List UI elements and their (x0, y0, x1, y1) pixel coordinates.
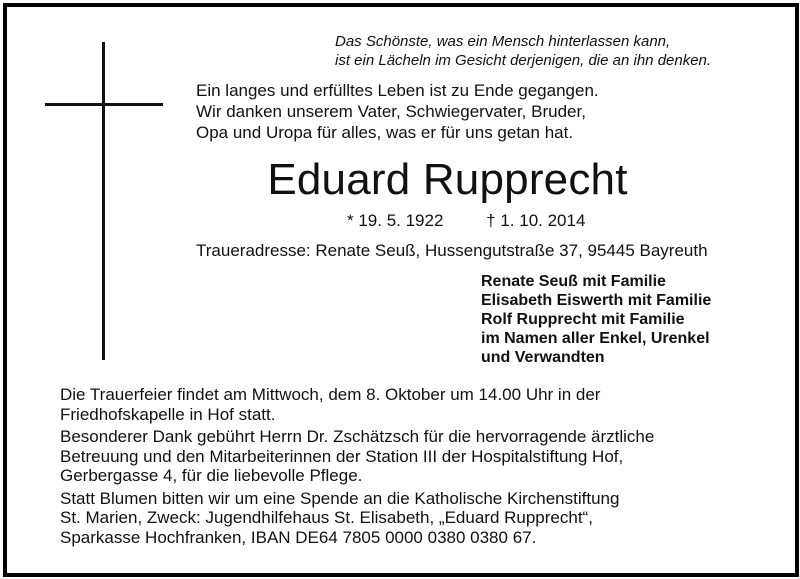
cross-icon-horizontal (45, 103, 163, 106)
text-line: Friedhofskapelle in Hof statt. (60, 404, 276, 424)
birth-date: * 19. 5. 1922 (347, 211, 444, 230)
family-line: Renate Seuß mit Familie (481, 273, 666, 290)
text-line: Sparkasse Hochfranken, IBAN DE64 7805 0000 0380 0380 67. (60, 527, 537, 547)
memorial-quote (335, 32, 755, 70)
text-line: Besonderer Dank gebührt Herrn Dr. Zschätzsch für die hervorragende ärztliche (60, 427, 655, 446)
obituary-notice (3, 3, 799, 577)
intro-line: Wir danken unserem Vater, Schwiegervater, Bruder, (196, 102, 586, 121)
text-line: Gerbergasse 4, für die liebevolle Pflege. (60, 466, 363, 485)
family-line: Elisabeth Eiswerth mit Familie (481, 292, 712, 309)
text-line: Die Trauerfeier findet am Mittwoch, dem 8. Oktober um 14.00 Uhr in der (60, 385, 601, 404)
family-list (481, 272, 711, 367)
text-line: Betreuung und den Mitarbeiterinnen der Station III der Hospitalstiftung Hof, (60, 446, 624, 466)
mourning-address: Traueradresse: Renate Seuß, Hussengutstraße 37, 95445 Bayreuth (196, 241, 708, 260)
life-dates (347, 211, 585, 231)
deceased-name: Eduard Rupprecht (267, 155, 628, 204)
family-line: Rolf Rupprecht mit Familie (481, 311, 685, 328)
intro-text (196, 80, 599, 143)
quote-line: Das Schönste, was ein Mensch hinterlassen kann, (335, 33, 671, 50)
family-line: und Verwandten (481, 349, 605, 366)
text-line: St. Marien, Zweck: Jugendhilfehaus St. Elisabeth, „Eduard Rupprecht“, (60, 508, 593, 527)
notice-body (60, 382, 654, 550)
text-line: Statt Blumen bitten wir um eine Spende an die Katholische Kirchenstiftung (60, 488, 620, 508)
intro-line: Ein langes und erfülltes Leben ist zu Ende gegangen. (196, 81, 599, 100)
intro-line: Opa und Uropa für alles, was er für uns getan hat. (196, 123, 574, 142)
quote-line: ist ein Lächeln im Gesicht derjenigen, die an ihn denken. (335, 52, 712, 69)
death-date: † 1. 10. 2014 (486, 211, 586, 230)
family-line: im Namen aller Enkel, Urenkel (481, 330, 710, 347)
